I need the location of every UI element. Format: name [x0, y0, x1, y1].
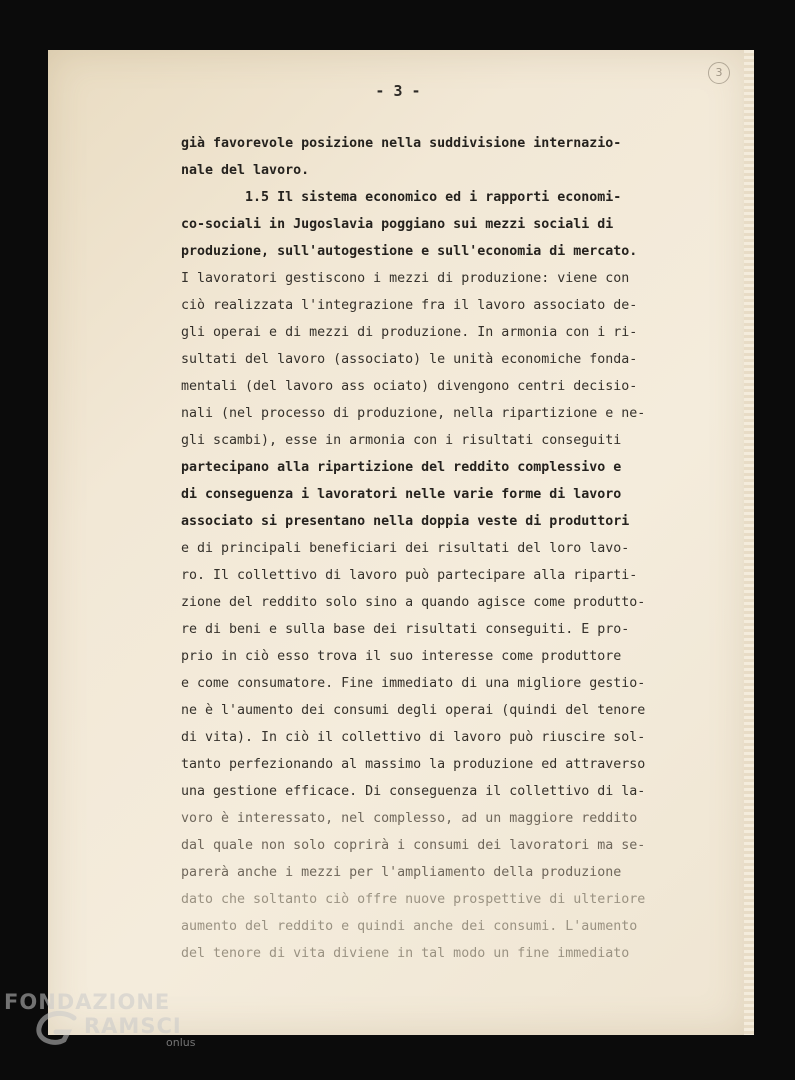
text-line: zione del reddito solo sino a quando agisce come produtto- — [181, 595, 646, 610]
text-line: I lavoratori gestiscono i mezzi di produzione: viene con — [181, 271, 630, 286]
text-line: dato che soltanto ciò offre nuove prospettive di ulteriore — [181, 892, 646, 907]
text-line: ciò realizzata l'integrazione fra il lavoro associato de- — [181, 298, 638, 313]
text-line: gli scambi), esse in armonia con i risultati conseguiti — [181, 433, 622, 448]
watermark-sub: onlus — [166, 1036, 196, 1049]
text-line: nali (nel processo di produzione, nella ripartizione e ne- — [181, 406, 646, 421]
text-line: di vita). In ciò il collettivo di lavoro può riuscire sol- — [181, 730, 646, 745]
g-swoosh-icon — [34, 1010, 80, 1046]
text-line: del tenore di vita diviene in tal modo un fine immediato — [181, 946, 630, 961]
body-text — [181, 130, 681, 967]
text-line: già favorevole posizione nella suddivisione internazio- — [181, 136, 622, 151]
text-line: gli operai e di mezzi di produzione. In armonia con i ri- — [181, 325, 638, 340]
watermark-line-1: FONDAZIONE — [4, 990, 171, 1014]
text-line: prio in ciò esso trova il suo interesse come produttore — [181, 649, 622, 664]
text-line: nale del lavoro. — [181, 163, 310, 178]
document-page — [48, 50, 748, 1035]
text-line: sultati del lavoro (associato) le unità economiche fonda- — [181, 352, 638, 367]
text-line: co-sociali in Jugoslavia poggiano sui mezzi sociali di — [181, 217, 614, 232]
text-line: dal quale non solo coprirà i consumi dei lavoratori ma se- — [181, 838, 646, 853]
text-line: ro. Il collettivo di lavoro può partecipare alla riparti- — [181, 568, 638, 583]
text-line: produzione, sull'autogestione e sull'economia di mercato. — [181, 244, 638, 259]
fondazione-gramsci-watermark — [4, 990, 244, 1050]
text-line: voro è interessato, nel complesso, ad un maggiore reddito — [181, 811, 638, 826]
text-line: partecipano alla ripartizione del reddito complessivo e — [181, 460, 622, 475]
watermark-line-2: RAMSCI — [84, 1014, 182, 1038]
text-line: associato si presentano nella doppia veste di produttori — [181, 514, 630, 529]
text-line: ne è l'aumento dei consumi degli operai (quindi del tenore — [181, 703, 646, 718]
text-line: e di principali beneficiari dei risultati del loro lavo- — [181, 541, 630, 556]
text-line: di conseguenza i lavoratori nelle varie forme di lavoro — [181, 487, 622, 502]
text-line: aumento del reddito e quindi anche dei consumi. L'aumento — [181, 919, 638, 934]
text-line: parerà anche i mezzi per l'ampliamento della produzione — [181, 865, 622, 880]
text-line: e come consumatore. Fine immediato di una migliore gestio- — [181, 676, 646, 691]
corner-page-mark: 3 — [708, 62, 730, 84]
text-line: 1.5 Il sistema economico ed i rapporti economi- — [181, 190, 622, 205]
text-line: mentali (del lavoro ass ociato) divengono centri decisio- — [181, 379, 638, 394]
text-line: re di beni e sulla base dei risultati conseguiti. E pro- — [181, 622, 630, 637]
text-line: tanto perfezionando al massimo la produzione ed attraverso — [181, 757, 646, 772]
page-number: - 3 - — [375, 82, 421, 100]
text-line: una gestione efficace. Di conseguenza il collettivo di la- — [181, 784, 646, 799]
